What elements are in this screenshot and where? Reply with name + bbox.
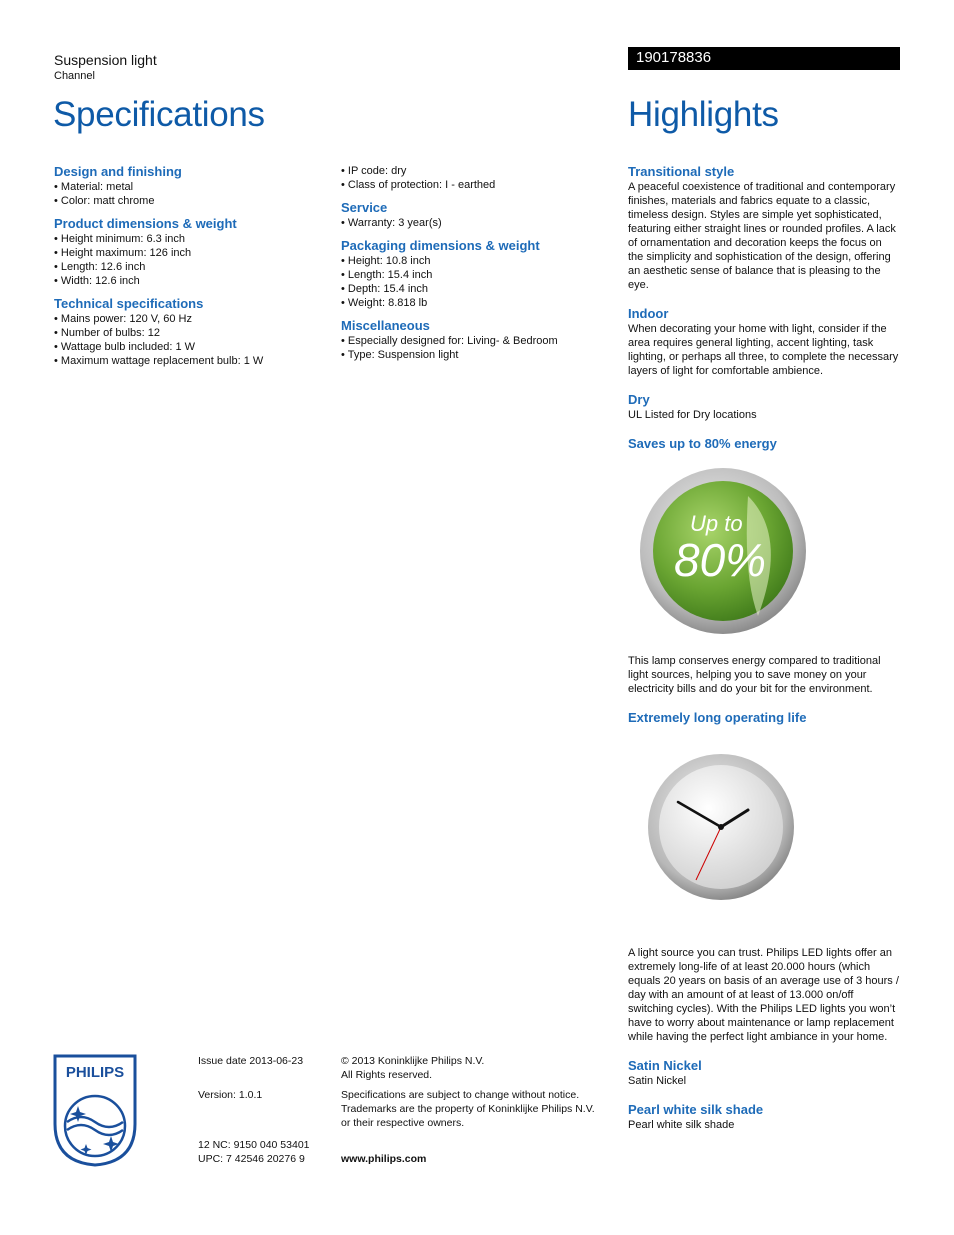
energy-saving-badge-icon <box>638 466 808 636</box>
spec-section <box>54 164 324 208</box>
highlight-title: Dry <box>628 392 650 407</box>
issue-date: Issue date 2013-06-23 <box>198 1055 304 1067</box>
spec-item: • Material: metal <box>54 180 324 194</box>
copyright: © 2013 Koninklijke Philips N.V. <box>341 1055 485 1067</box>
spec-item: • Color: matt chrome <box>54 194 324 208</box>
spec-item: • Warranty: 3 year(s) <box>341 216 611 230</box>
logo-text: PHILIPS <box>65 1064 125 1081</box>
product-code: 190178836 <box>628 47 900 70</box>
product-name: Channel <box>54 70 95 82</box>
spec-item: • Mains power: 120 V, 60 Hz <box>54 312 324 326</box>
spec-section <box>341 238 611 310</box>
highlights-column <box>628 164 900 1132</box>
highlight-text: This lamp conserves energy compared to traditional light sources, helping you to save money on your electricity bills and do your bit for the environment. <box>628 655 881 695</box>
rights: All Rights reserved. <box>341 1069 433 1081</box>
spec-item: • Length: 12.6 inch <box>54 260 324 274</box>
upc-number: UPC: 7 42546 20276 9 <box>198 1153 305 1165</box>
spec-item: • Maximum wattage replacement bulb: 1 W <box>54 354 324 368</box>
spec-item: • Depth: 15.4 inch <box>341 282 611 296</box>
spec-item: • Height maximum: 126 inch <box>54 246 324 260</box>
specs-column-left <box>54 164 324 368</box>
highlight-title: Pearl white silk shade <box>628 1102 764 1117</box>
highlight-title: Saves up to 80% energy <box>628 436 777 451</box>
spec-item: • Width: 12.6 inch <box>54 274 324 288</box>
spec-item: • Length: 15.4 inch <box>341 268 611 282</box>
disclaimer-line: or their respective owners. <box>341 1117 465 1129</box>
badge-line1: Up to <box>690 511 743 536</box>
spec-section <box>54 216 324 288</box>
specifications-heading: Specifications <box>53 95 265 134</box>
spec-section-title: Miscellaneous <box>341 318 430 333</box>
spec-section-title: Technical specifications <box>54 296 204 311</box>
spec-section-title: Design and finishing <box>54 164 182 179</box>
disclaimer-line: Trademarks are the property of Koninklijke Philips N.V. <box>341 1103 595 1115</box>
spec-section-title: Packaging dimensions & weight <box>341 238 540 253</box>
spec-item: • IP code: dry <box>341 164 611 178</box>
spec-item: • Type: Suspension light <box>341 348 611 362</box>
spec-item: • Number of bulbs: 12 <box>54 326 324 340</box>
spec-item: • Height: 10.8 inch <box>341 254 611 268</box>
product-type: Suspension light <box>54 52 157 68</box>
spec-section-title: Service <box>341 200 388 215</box>
version: Version: 1.0.1 <box>198 1089 263 1101</box>
specs-column-right <box>341 164 611 362</box>
spec-item: • Class of protection: I - earthed <box>341 178 611 192</box>
spec-section <box>341 200 611 230</box>
spec-item: • Height minimum: 6.3 inch <box>54 232 324 246</box>
spec-section-title: Product dimensions & weight <box>54 216 237 231</box>
nc-number: 12 NC: 9150 040 53401 <box>198 1139 310 1151</box>
highlight-text: UL Listed for Dry locations <box>628 409 757 421</box>
highlight-title: Satin Nickel <box>628 1058 702 1073</box>
badge-line2: 80% <box>674 534 767 586</box>
highlight-text: Satin Nickel <box>628 1075 687 1087</box>
highlight-title: Extremely long operating life <box>628 710 807 725</box>
highlight-text: A peaceful coexistence of traditional and contemporary finishes, materials and fabrics equate to a classic, timeless design. Styles are simple yet sophisticated, featuring either straight lines or rounded profiles. A lack of ornamentation and decoration keeps the focus on the simplicity and sophistication of the design, offering an aesthetic sense of balance that is pleasing to the eye. <box>628 181 896 291</box>
spec-item: • Weight: 8.818 lb <box>341 296 611 310</box>
spec-section <box>54 296 324 368</box>
highlight-title: Transitional style <box>628 164 735 179</box>
highlights-heading: Highlights <box>628 95 779 134</box>
highlight-text: When decorating your home with light, consider if the area requires general lighting, accent lighting, task lighting, or perhaps all three, to complete the necessary layers of light for comfortable ambience. <box>628 323 899 377</box>
clock-icon <box>646 752 816 922</box>
highlight-text: A light source you can trust. Philips LED lights offer an extremely long-life of at least 20.000 hours (which equals 20 years on basis of an average use of 3 hours / day with an amount of at least of 13.000 on/off switching cycles). With the Philips LED lights you won’t have to worry about maintenance or lamp replacement while having the perfect light ambiance in your home. <box>628 947 899 1043</box>
philips-shield-logo <box>53 1054 137 1167</box>
spec-item: • Wattage bulb included: 1 W <box>54 340 324 354</box>
website-link[interactable]: www.philips.com <box>341 1153 427 1165</box>
spec-item: • Especially designed for: Living- & Bedroom <box>341 334 611 348</box>
highlight-text: Pearl white silk shade <box>628 1119 735 1131</box>
disclaimer-line: Specifications are subject to change without notice. <box>341 1089 580 1101</box>
highlight-title: Indoor <box>628 306 669 321</box>
spec-section <box>341 318 611 362</box>
